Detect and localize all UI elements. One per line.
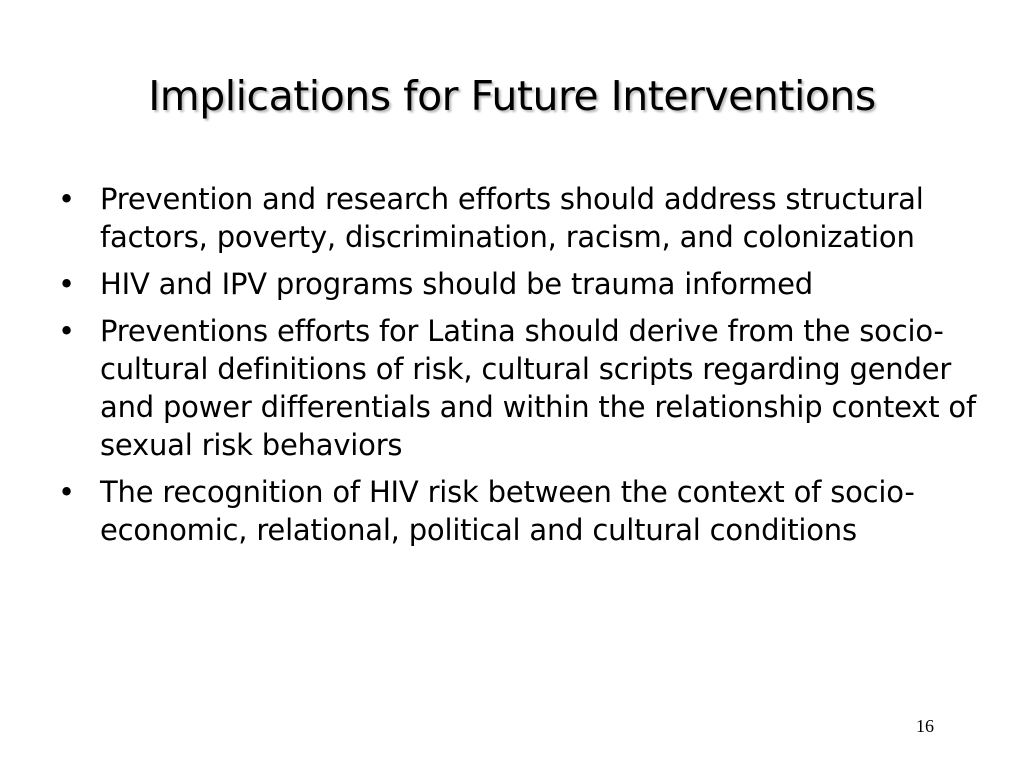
slide-number: 16 xyxy=(916,716,934,736)
bullet-dot-icon: • xyxy=(58,267,75,301)
bullet-item xyxy=(58,473,978,549)
bullet-text: The recognition of HIV risk between the context of socio-economic, relational, political and cultural conditions xyxy=(100,475,915,547)
bullet-text: Preventions efforts for Latina should derive from the socio-cultural definitions of risk, cultural scripts regarding gender and power differentials and within the relationship context of sexual risk behaviors xyxy=(100,314,976,462)
bullet-text: HIV and IPV programs should be trauma informed xyxy=(100,267,813,301)
bullet-dot-icon: • xyxy=(58,182,75,216)
bullet-dot-icon: • xyxy=(58,475,75,509)
bullet-text: Prevention and research efforts should address structural factors, poverty, discrimination, racism, and colonization xyxy=(100,182,924,254)
bullet-item xyxy=(58,312,978,464)
bullet-item xyxy=(58,265,978,303)
bullet-item xyxy=(58,180,978,256)
slide-title: Implications for Future Interventions xyxy=(148,72,876,120)
bullet-list xyxy=(58,180,978,558)
bullet-dot-icon: • xyxy=(58,314,75,348)
